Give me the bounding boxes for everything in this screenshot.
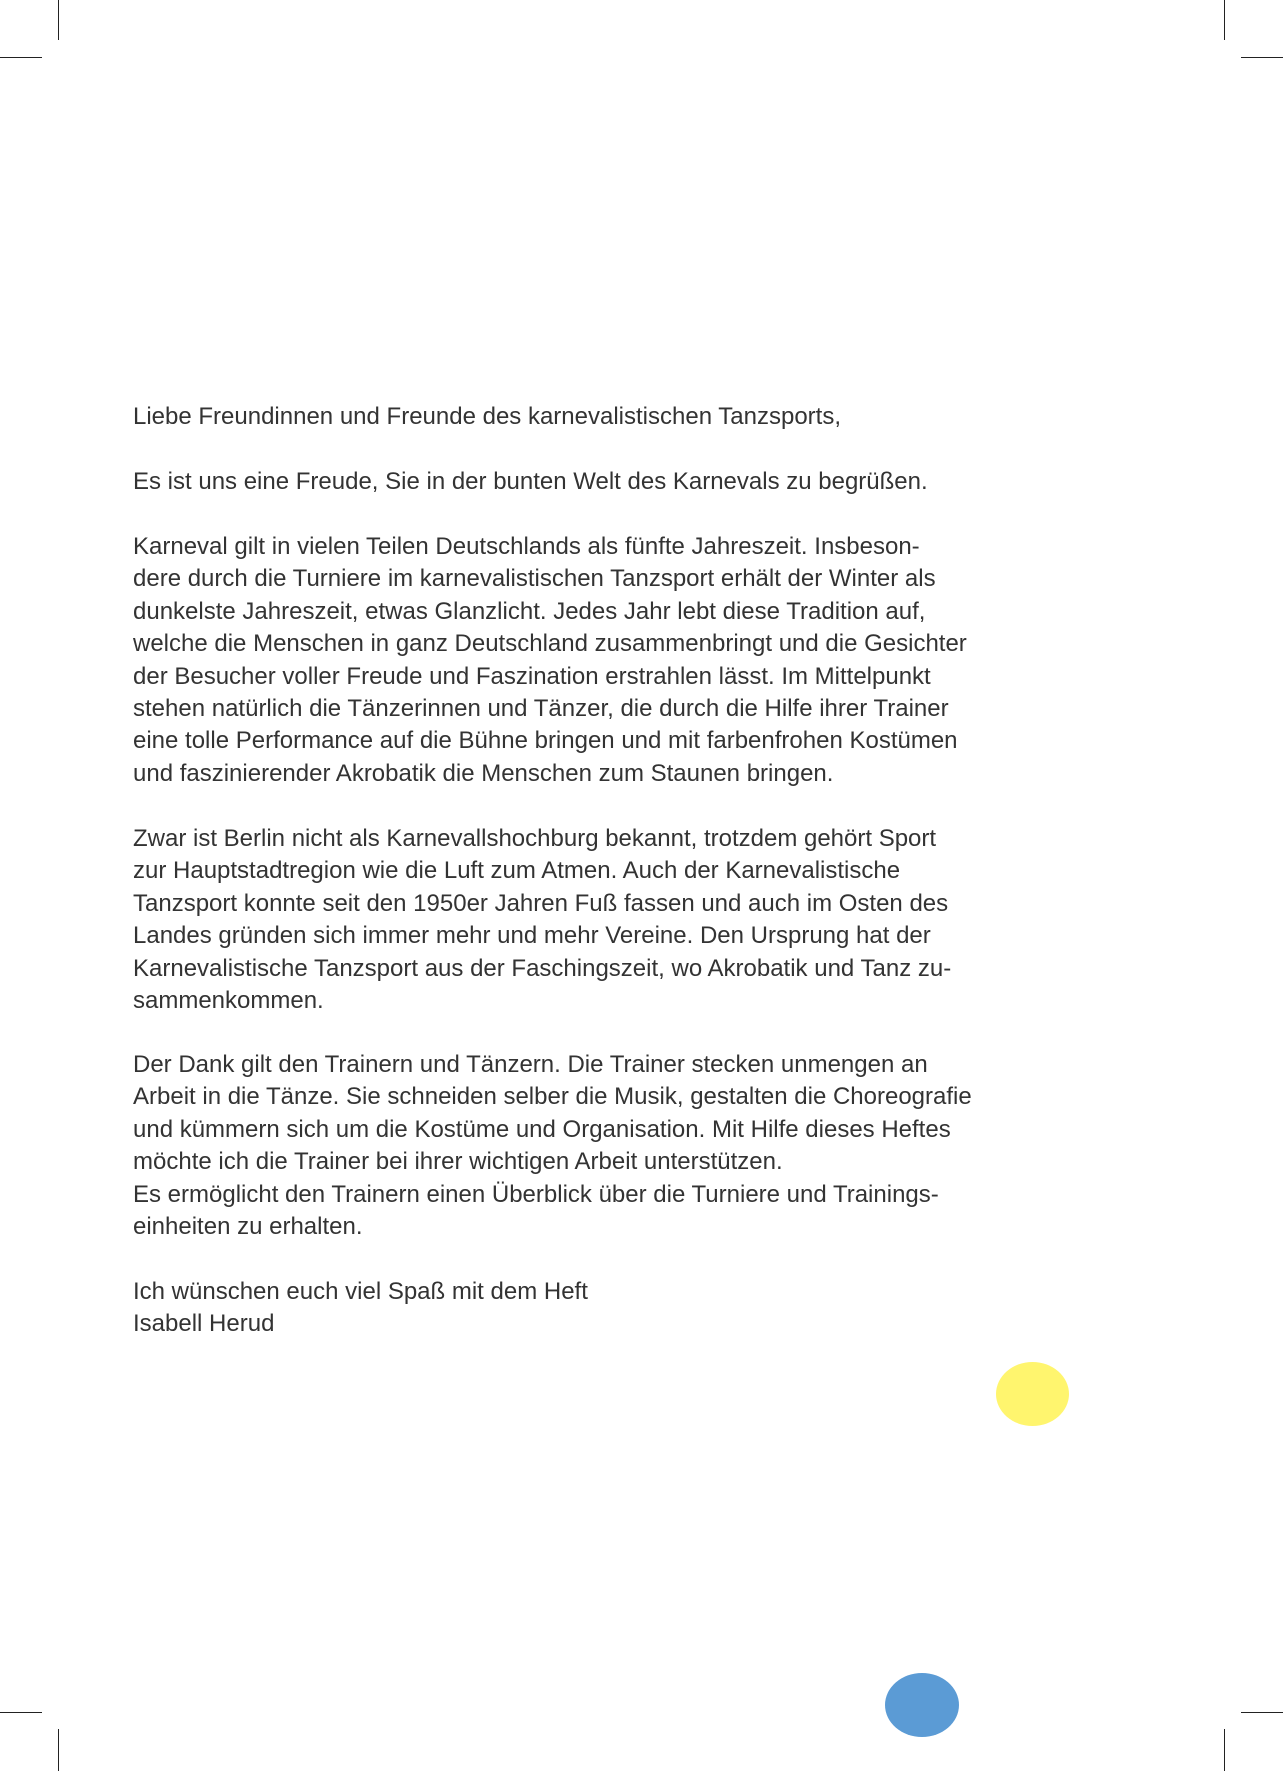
- text-line: Isabell Herud: [133, 1310, 275, 1338]
- karneval-paragraph: [133, 531, 967, 790]
- text-line: eine tolle Performance auf die Bühne bringen und mit farbenfrohen Kostümen: [133, 727, 958, 755]
- crop-mark: [58, 0, 59, 40]
- crop-mark: [1224, 0, 1225, 40]
- text-line: einheiten zu erhalten.: [133, 1213, 363, 1241]
- salutation: [133, 401, 841, 433]
- text-line: Zwar ist Berlin nicht als Karnevallshochburg bekannt, trotzdem gehört Sport: [133, 825, 937, 852]
- text-line: Landes gründen sich immer mehr und mehr Vereine. Den Ursprung hat der: [133, 922, 931, 950]
- text-line: und faszinierender Akrobatik die Menschen zum Staunen bringen.: [133, 759, 834, 787]
- text-line: Ich wünschen euch viel Spaß mit dem Heft: [133, 1278, 588, 1305]
- text-line: dere durch die Turniere im karnevalistischen Tanzsport erhält der Winter als: [133, 565, 936, 593]
- text-line: Arbeit in die Tänze. Sie schneiden selber die Musik, gestalten die Choreografie: [133, 1083, 972, 1111]
- text-line: Tanzsport konnte seit den 1950er Jahren Fuß fassen und auch im Osten des: [133, 889, 949, 917]
- crop-mark: [1241, 57, 1283, 58]
- closing-signature: [133, 1276, 588, 1341]
- text-line: sammenkommen.: [133, 987, 324, 1015]
- text-line: zur Hauptstadtregion wie die Luft zum Atmen. Auch der Karnevalistische: [133, 857, 901, 885]
- crop-mark: [58, 1729, 59, 1771]
- text-line: Liebe Freundinnen und Freunde des karnevalistischen Tanzsports,: [133, 403, 841, 430]
- text-line: welche die Menschen in ganz Deutschland zusammenbringt und die Gesichter: [133, 630, 967, 658]
- text-line: Karnevalistische Tanzsport aus der Faschingszeit, wo Akrobatik und Tanz zu-: [133, 954, 952, 982]
- text-line: möchte ich die Trainer bei ihrer wichtigen Arbeit unterstützen.: [133, 1148, 783, 1176]
- berlin-paragraph: [133, 823, 951, 1017]
- crop-mark: [1224, 1729, 1225, 1771]
- text-line: und kümmern sich um die Kostüme und Organisation. Mit Hilfe dieses Heftes: [133, 1115, 951, 1143]
- yellow-dot: [996, 1362, 1069, 1426]
- crop-mark: [1241, 1712, 1283, 1713]
- text-line: dunkelste Jahreszeit, etwas Glanzlicht. Jedes Jahr lebt diese Tradition auf,: [133, 597, 926, 625]
- crop-mark: [0, 57, 42, 58]
- text-line: Es ermöglicht den Trainern einen Überblick über die Turniere und Trainings-: [133, 1180, 939, 1208]
- text-line: Karneval gilt in vielen Teilen Deutschlands als fünfte Jahreszeit. Insbeson-: [133, 533, 920, 560]
- text-line: Der Dank gilt den Trainern und Tänzern. Die Trainer stecken unmengen an: [133, 1051, 928, 1078]
- crop-mark: [0, 1712, 42, 1713]
- text-line: der Besucher voller Freude und Faszination erstrahlen lässt. Im Mittelpunkt: [133, 662, 931, 690]
- text-line: stehen natürlich die Tänzerinnen und Tänzer, die durch die Hilfe ihrer Trainer: [133, 695, 949, 723]
- thanks-paragraph: [133, 1049, 972, 1243]
- blue-dot: [885, 1673, 959, 1737]
- welcome-paragraph: [133, 466, 928, 498]
- text-line: Es ist uns eine Freude, Sie in der bunten Welt des Karnevals zu begrüßen.: [133, 468, 928, 495]
